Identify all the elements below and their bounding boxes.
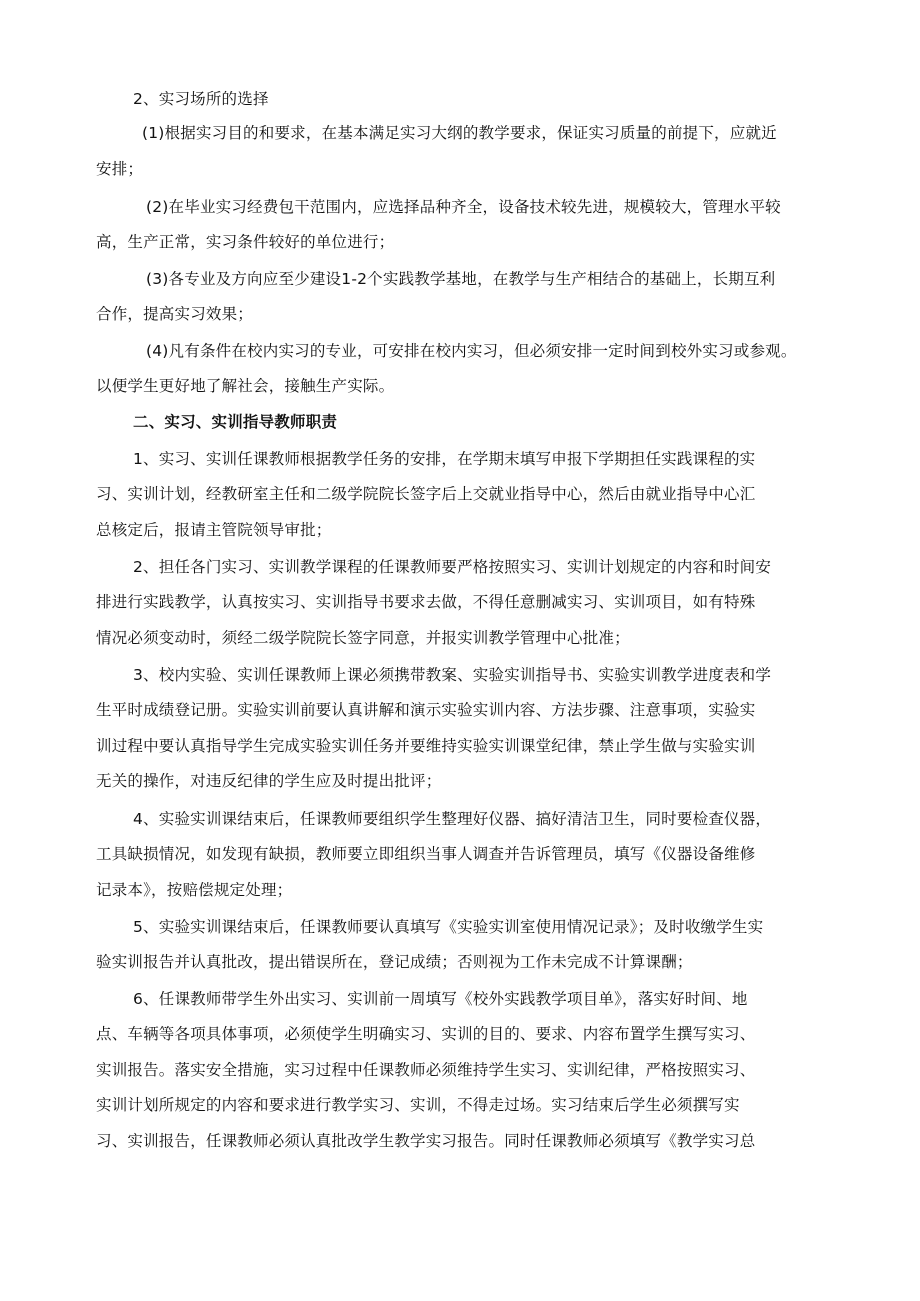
para-2-line-1: 2、担任各门实习、实训教学课程的任课教师要严格按照实习、实训计划规定的内容和时间安	[133, 558, 772, 576]
para-1-line-2: 习、实训计划，经教研室主任和二级学院院长签字后上交就业指导中心，然后由就业指导中心汇	[96, 485, 756, 503]
section-title: 2、实习场所的选择	[133, 90, 269, 108]
para-4-line-1: 4、实验实训课结束后，任课教师要组织学生整理好仪器、搞好清洁卫生，同时要检查仪器，	[133, 810, 772, 828]
para-6-line-4: 实训计划所规定的内容和要求进行教学实习、实训，不得走过场。实习结束后学生必须撰写实	[96, 1096, 740, 1114]
item-1-line-2: 安排；	[96, 160, 144, 178]
item-2-line-1: (2)在毕业实习经费包干范围内，应选择品种齐全，设备技术较先进，规模较大，管理水平较	[146, 198, 781, 216]
para-1-line-1: 1、实习、实训任课教师根据教学任务的安排，在学期末填写申报下学期担任实践课程的实	[133, 450, 756, 468]
para-3-line-2: 生平时成绩登记册。实验实训前要认真讲解和演示实验实训内容、方法步骤、注意事项，实验实	[96, 701, 756, 719]
para-5-line-1: 5、实验实训课结束后，任课教师要认真填写《实验实训室使用情况记录》；及时收缴学生实	[133, 918, 764, 936]
item-3-line-1: (3)各专业及方向应至少建设1-2个实践教学基地，在教学与生产相结合的基础上，长期互利	[146, 270, 776, 288]
para-6-line-5: 习、实训报告，任课教师必须认真批改学生教学实习报告。同时任课教师必须填写《教学实习总	[96, 1132, 756, 1150]
item-1-line-1: (1)根据实习目的和要求，在基本满足实习大纲的教学要求，保证实习质量的前提下，应就近	[142, 124, 777, 142]
item-2-line-2: 高，生产正常，实习条件较好的单位进行；	[96, 233, 395, 251]
para-2-line-2: 排进行实践教学，认真按实习、实训指导书要求去做，不得任意删减实习、实训项目，如有特殊	[96, 593, 756, 611]
para-5-line-2: 验实训报告并认真批改，提出错误所在，登记成绩；否则视为工作未完成不计算课酬；	[96, 953, 693, 971]
para-3-line-3: 训过程中要认真指导学生完成实验实训任务并要维持实验实训课堂纪律，禁止学生做与实验实训	[96, 737, 756, 755]
para-4-line-2: 工具缺损情况，如发现有缺损，教师要立即组织当事人调查并告诉管理员，填写《仪器设备维修	[96, 845, 756, 863]
para-2-line-3: 情况必须变动时，须经二级学院院长签字同意，并报实训教学管理中心批准；	[96, 629, 630, 647]
heading-teacher-duties: 二、实习、实训指导教师职责	[133, 413, 338, 431]
item-3-line-2: 合作，提高实习效果；	[96, 305, 254, 323]
para-1-line-3: 总核定后，报请主管院领导审批；	[96, 521, 332, 539]
item-4-line-2: 以便学生更好地了解社会，接触生产实际。	[96, 377, 395, 395]
para-4-line-3: 记录本》，按赔偿规定处理；	[96, 881, 293, 899]
para-3-line-4: 无关的操作，对违反纪律的学生应及时提出批评；	[96, 772, 442, 790]
para-6-line-3: 实训报告。落实安全措施，实习过程中任课教师必须维持学生实习、实训纪律，严格按照实习、	[96, 1061, 756, 1079]
para-6-line-2: 点、车辆等各项具体事项，必须使学生明确实习、实训的目的、要求、内容布置学生撰写实习、	[96, 1025, 756, 1043]
para-6-line-1: 6、任课教师带学生外出实习、实训前一周填写《校外实践教学项目单》，落实好时间、地	[133, 990, 748, 1008]
para-3-line-1: 3、校内实验、实训任课教师上课必须携带教案、实验实训指导书、实验实训教学进度表和学	[133, 666, 772, 684]
item-4-line-1: (4)凡有条件在校内实习的专业，可安排在校内实习，但必须安排一定时间到校外实习或参观。	[146, 342, 797, 360]
